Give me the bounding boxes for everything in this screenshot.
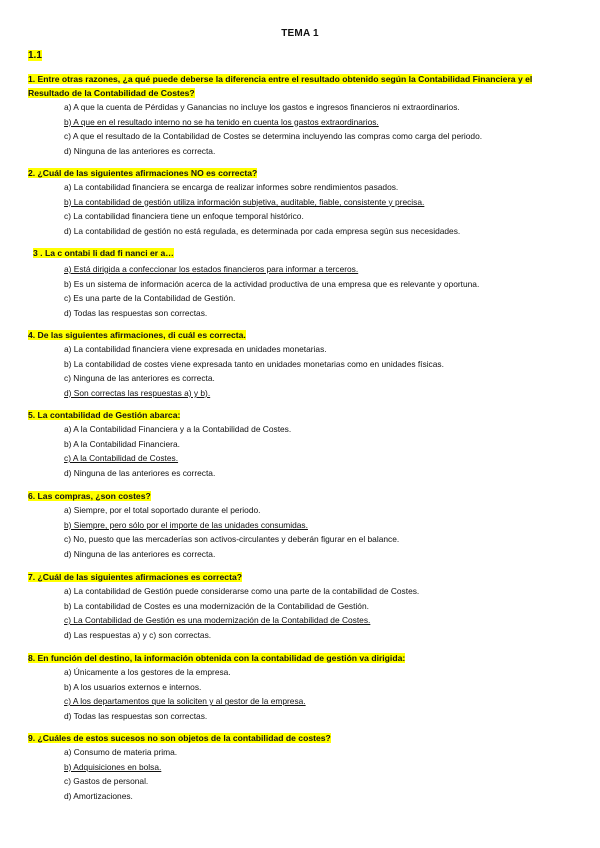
question-text: 4. De las siguientes afirmaciones, di cuál es correcta. [28,330,246,340]
question-text: 3 . La c ontabi li dad fi nanci er a… [33,248,174,258]
option-a: a) Siempre, por el total soportado durante el periodo. [64,505,261,515]
option-c: c) La contabilidad financiera tiene un enfoque temporal histórico. [64,211,304,222]
option-c: c) Ninguna de las anteriores es correcta. [64,373,215,384]
options-5 [64,422,584,480]
section-number: 1.1 [28,50,42,61]
option-c: c) Es una parte de la Contabilidad de Gestión. [64,293,236,304]
option-b: b) La contabilidad de costes viene expresada tanto en unidades monetarias como en unidades físicas. [64,358,444,369]
options-9 [64,745,584,803]
question-text: 8. En función del destino, la información obtenida con la contabilidad de gestión va dirigida: [28,653,406,663]
option-d-correct: d) Son correctas las respuestas a) y b). [64,387,211,398]
option-b-correct: b) La contabilidad de gestión utiliza información subjetiva, auditable, fiable, consistente y precisa. [64,196,425,207]
question-text: 9. ¿Cuáles de estos sucesos no son objetos de la contabilidad de costes? [28,733,331,743]
option-d: d) Las respuestas a) y c) son correctas. [64,629,212,640]
question-9 [28,731,576,745]
options-8 [64,665,584,723]
question-8 [28,651,576,665]
option-c-correct: c) A la Contabilidad de Costes. [64,453,179,464]
option-c: c) No, puesto que las mercaderías son activos-circulantes y deberán figurar en el balance. [64,534,400,545]
options-6 [64,503,584,561]
option-a: a) A la Contabilidad Financiera y a la Contabilidad de Costes. [64,424,292,434]
options-3 [64,262,584,320]
question-text: 2. ¿Cuál de las siguientes afirmaciones NO es correcta? [28,168,258,178]
option-c-correct: c) La Contabilidad de Gestión es una modernización de la Contabilidad de Costes. [64,615,371,626]
question-text: 1. Entre otras razones, ¿a qué puede deberse la diferencia entre el resultado obtenido según la Contabilidad Financiera y el Resultado de la Contabilidad de Costes? [28,74,533,98]
option-d: d) Todas las respuestas son correctas. [64,307,208,318]
question-3 [33,246,581,260]
option-b-correct: b) A que en el resultado interno no se ha tenido en cuenta los gastos extraordinarios. [64,116,379,127]
question-5 [28,408,576,422]
option-b-correct: b) Siempre, pero sólo por el importe de las unidades consumidas. [64,519,308,530]
option-b: b) Es un sistema de información acerca de la actividad productiva de una empresa que es relevante y oportuna. [64,278,480,289]
option-a: a) A que la cuenta de Pérdidas y Ganancias no incluye los gastos e ingresos financieros ni extraordinarios. [64,102,460,112]
option-d: d) Amortizaciones. [64,790,133,801]
option-a: a) La contabilidad financiera se encarga de realizar informes sobre rendimientos pasados. [64,182,399,192]
question-1 [28,72,576,100]
question-4 [28,328,576,342]
question-2 [28,166,576,180]
option-c: c) A que el resultado de la Contabilidad de Costes se determina incluyendo las compras como carga del periodo. [64,131,483,142]
options-1 [64,100,584,158]
options-4 [64,342,584,400]
option-c-correct: c) A los departamentos que la soliciten y al gestor de la empresa. [64,696,306,707]
option-c: c) Gastos de personal. [64,776,149,787]
question-text: 5. La contabilidad de Gestión abarca: [28,410,181,420]
options-7 [64,584,584,642]
option-b: b) A la Contabilidad Financiera. [64,438,180,449]
option-d: d) Ninguna de las anteriores es correcta. [64,467,216,478]
option-b-correct: b) Adquisiciones en bolsa. [64,761,162,772]
option-a: a) La contabilidad financiera viene expresada en unidades monetarias. [64,344,327,354]
option-d: d) Todas las respuestas son correctas. [64,710,208,721]
option-a: a) Únicamente a los gestores de la empresa. [64,667,231,677]
question-6 [28,489,576,503]
question-text: 6. Las compras, ¿son costes? [28,491,151,501]
options-2 [64,180,584,238]
option-d: d) Ninguna de las anteriores es correcta. [64,145,216,156]
option-d: d) La contabilidad de gestión no está regulada, es determinada por cada empresa según sus necesidades. [64,225,461,236]
option-a: a) Consumo de materia prima. [64,747,178,757]
option-a: a) La contabilidad de Gestión puede considerarse como una parte de la contabilidad de Costes. [64,586,420,596]
option-d: d) Ninguna de las anteriores es correcta. [64,548,216,559]
question-text: 7. ¿Cuál de las siguientes afirmaciones es correcta? [28,572,242,582]
question-7 [28,570,576,584]
option-a-correct: a) Está dirigida a confeccionar los estados financieros para informar a terceros. [64,264,359,274]
option-b: b) La contabilidad de Costes es una modernización de la Contabilidad de Gestión. [64,600,369,611]
page-title: TEMA 1 [281,28,319,39]
option-b: b) A los usuarios externos e internos. [64,681,202,692]
